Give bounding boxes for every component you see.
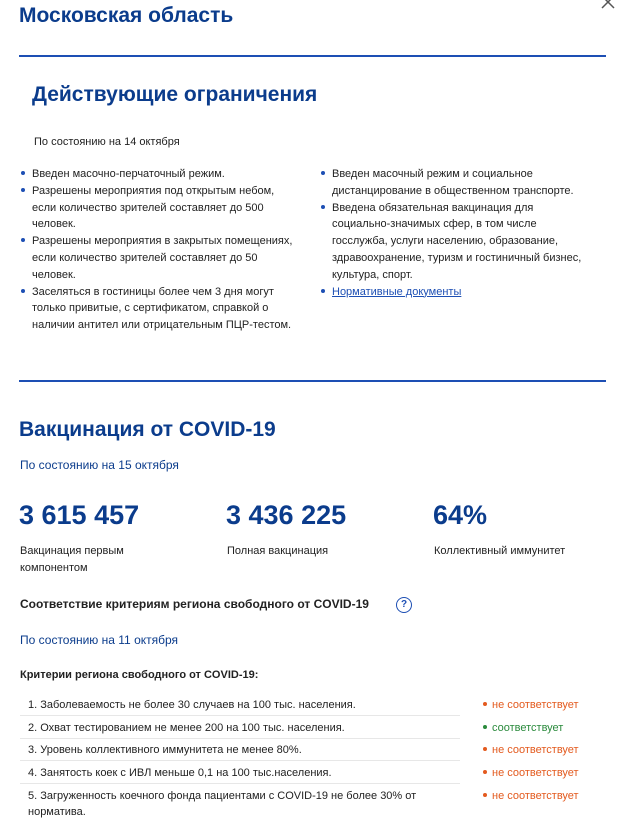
criteria-subtitle: Критерии региона свободного от COVID-19:: [20, 669, 259, 681]
restriction-text: Разрешены мероприятия в закрытых помещениях, если количество зрителей составляет до 50 человек.: [32, 235, 293, 281]
status-dot-icon: [483, 747, 487, 751]
status-dot-icon: [483, 725, 487, 729]
collective-immunity-label: Коллективный иммунитет: [434, 545, 566, 557]
status-dot-icon: [483, 770, 487, 774]
normative-documents-link[interactable]: Нормативные документы: [332, 285, 462, 298]
restriction-item: [320, 200, 590, 284]
restriction-item: [20, 284, 300, 334]
status-dot-icon: [483, 702, 487, 706]
restrictions-date: По состоянию на 14 октября: [34, 136, 180, 148]
criteria-status: [483, 720, 563, 736]
restriction-text: Введен масочно-перчаточный режим.: [32, 168, 225, 180]
region-title: Московская область: [19, 4, 234, 27]
restriction-item: [20, 233, 300, 283]
row-divider: [20, 760, 460, 761]
criteria-text: 4. Занятость коек с ИВЛ меньше 0,1 на 100 тыс.населения.: [28, 767, 332, 779]
first-component-count: 3 615 457: [19, 500, 140, 530]
bullet-icon: [21, 289, 25, 293]
criteria-text: 5. Загруженность коечного фонда пациентами с COVID-19 не более 30% от норматива.: [28, 790, 417, 818]
criteria-text: 2. Охват тестированием не менее 200 на 100 тыс. населения.: [28, 722, 345, 734]
criteria-date: По состоянию на 11 октября: [20, 633, 179, 647]
full-vaccination-count: 3 436 225: [226, 500, 347, 530]
collective-immunity-percent: 64%: [433, 500, 488, 530]
row-divider: [20, 738, 460, 739]
bullet-icon: [21, 171, 25, 175]
criteria-heading: Соответствие критериям региона свободного от COVID-19: [20, 597, 369, 611]
status-dot-icon: [483, 793, 487, 797]
first-component-label: Вакцинация первым компонентом: [20, 545, 124, 574]
criteria-text: 3. Уровень коллективного иммунитета не менее 80%.: [28, 744, 302, 756]
restriction-text: Введен масочный режим и социальное дистанцирование в общественном транспорте.: [332, 168, 574, 197]
row-divider: [20, 715, 460, 716]
full-vaccination-label: Полная вакцинация: [227, 545, 329, 557]
bullet-icon: [321, 205, 325, 209]
restriction-item: [20, 166, 300, 183]
vaccination-title: Вакцинация от COVID-19: [19, 418, 276, 441]
criteria-status-text: соответствует: [492, 722, 564, 734]
bullet-icon: [321, 171, 325, 175]
restriction-item: [20, 183, 300, 233]
restriction-text: Разрешены мероприятия под открытым небом, если количество зрителей составляет до 500 человек.: [32, 184, 275, 231]
criteria-status: [483, 765, 579, 781]
row-divider: [20, 783, 460, 784]
section-divider: [19, 380, 606, 382]
restrictions-title: Действующие ограничения: [32, 83, 318, 106]
restriction-text: Введена обязательная вакцинация для социально-значимых сфер, в том числе госслужба, услуги населению, образование, здравоохранение, туризм и гостиничный бизнес, культура, спорт.: [332, 201, 582, 281]
bullet-icon: [21, 188, 25, 192]
restriction-item: [320, 166, 590, 200]
restriction-item: [320, 284, 590, 301]
criteria-status: [483, 697, 579, 713]
section-divider: [19, 55, 606, 57]
vaccination-date: По состоянию на 15 октября: [20, 458, 179, 472]
restrictions-right-list: [320, 166, 590, 300]
criteria-status: [483, 788, 579, 804]
restriction-text: Заселяться в гостиницы более чем 3 дня могут только привитые, с сертификатом, справкой о наличии антител или отрицательным ПЦР-тестом.: [32, 285, 292, 332]
help-icon[interactable]: ?: [396, 597, 412, 613]
bullet-icon: [21, 238, 25, 242]
close-icon[interactable]: [600, 0, 616, 10]
criteria-status-text: не соответствует: [492, 767, 579, 779]
criteria-status-text: не соответствует: [492, 790, 579, 802]
criteria-status-text: не соответствует: [492, 744, 579, 756]
bullet-icon: [321, 289, 325, 293]
criteria-status-text: не соответствует: [492, 699, 579, 711]
restrictions-left-list: [20, 166, 300, 334]
criteria-text: 1. Заболеваемость не более 30 случаев на 100 тыс. населения.: [28, 699, 356, 711]
criteria-status: [483, 742, 579, 758]
